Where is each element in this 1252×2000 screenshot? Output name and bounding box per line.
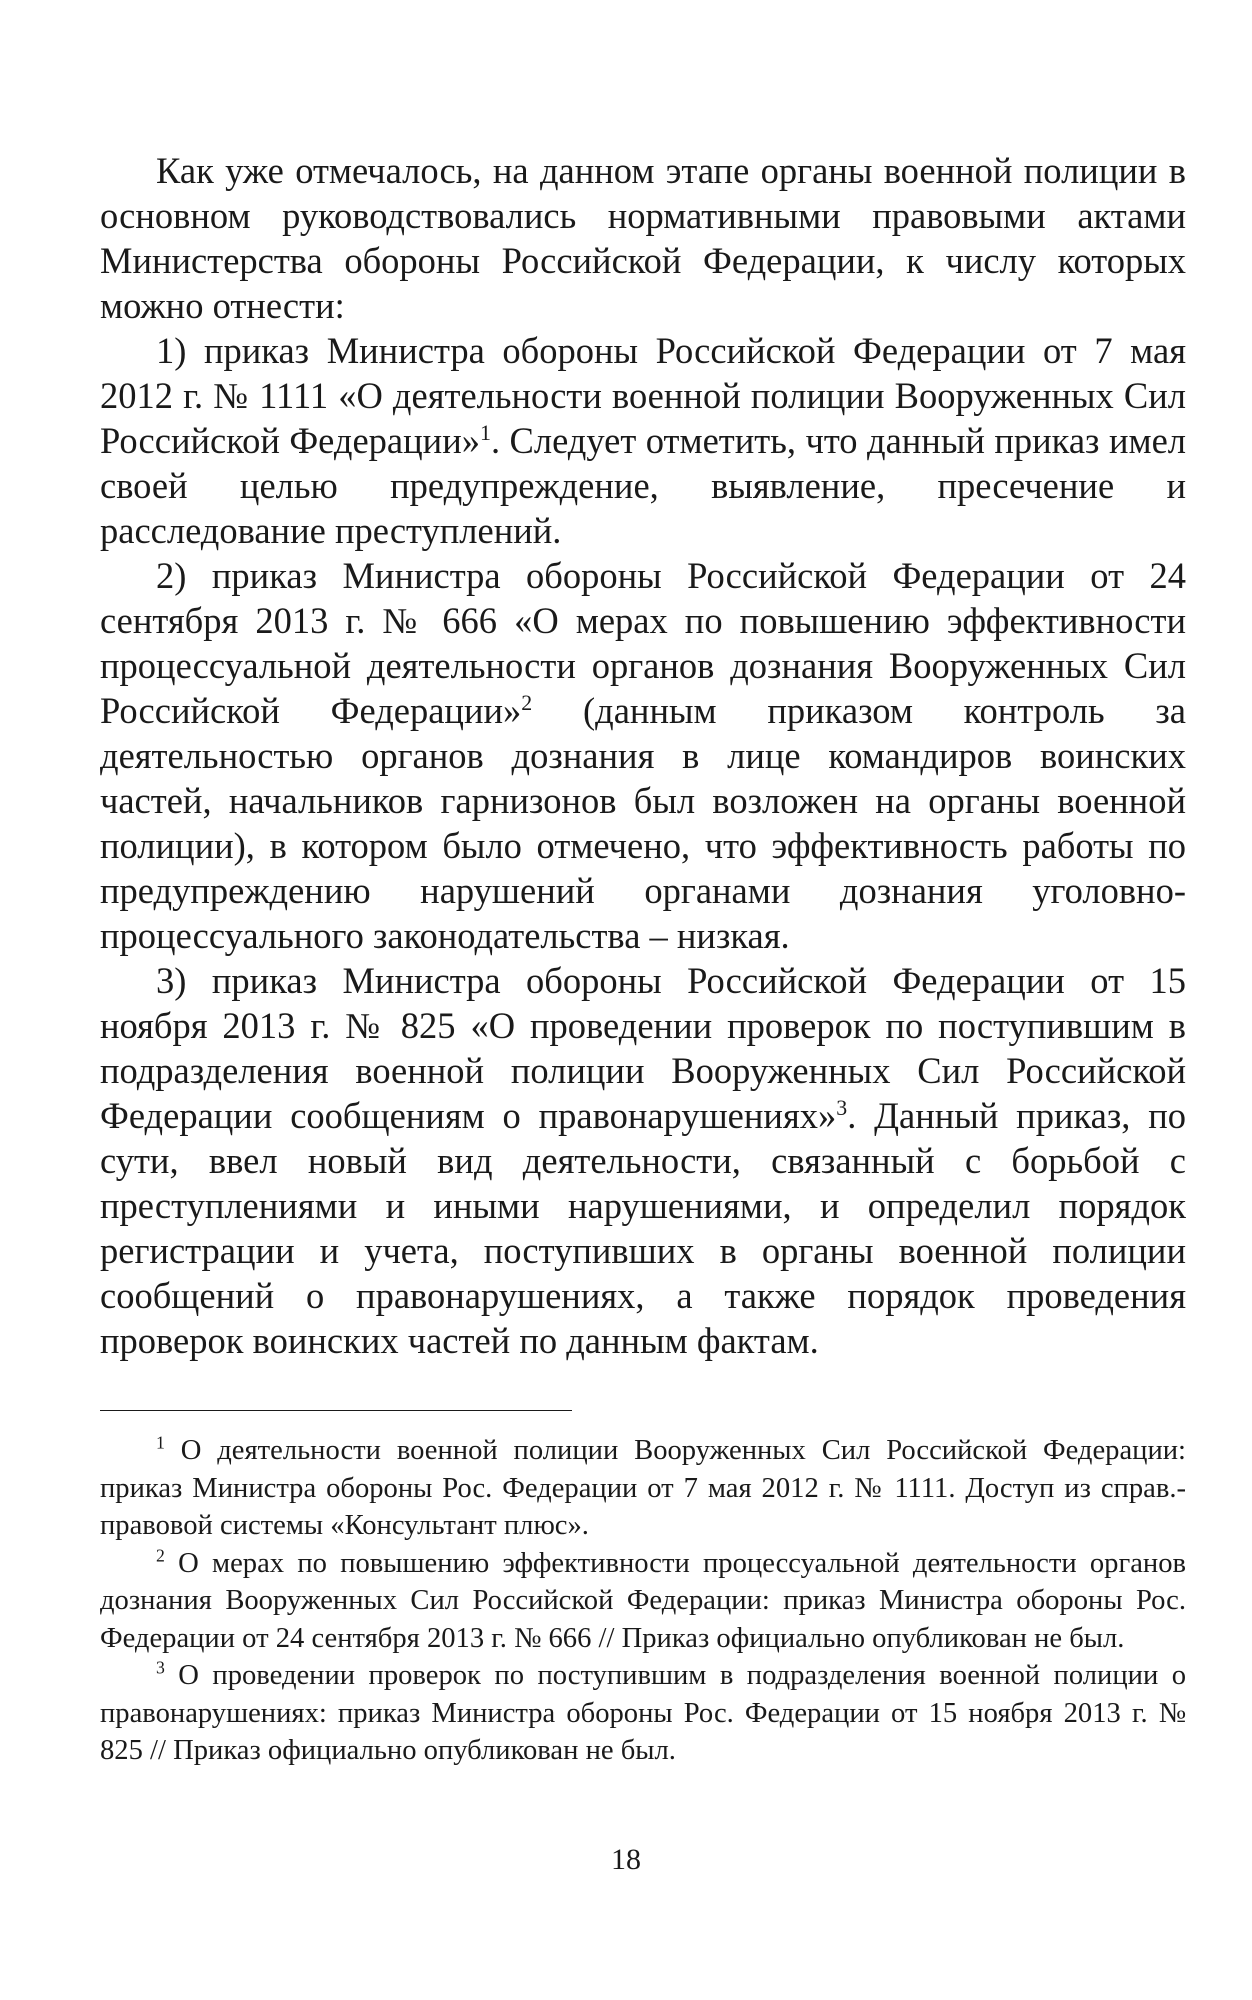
paragraph-item-1 bbox=[100, 328, 1186, 553]
footnote-text: О деятельности военной полиции Вооруженных Сил Российской Федерации: приказ Министра обороны Рос. Федерации от 7 мая 2012 г. № 1111. Доступ из справ.-правовой системы «Консультант плюс». bbox=[100, 1435, 1186, 1541]
footnote-3 bbox=[100, 1657, 1186, 1770]
footnote-ref-1: 1 bbox=[479, 419, 491, 445]
paragraph-tail: . Данный приказ, по сути, ввел новый вид деятельности, связанный с борьбой с преступлениями и иными нарушениями, и определил порядок регистрации и учета, поступивших в органы военной полиции сообщений о правонарушениях, а также порядок проведения проверок воинских частей по данным фактам. bbox=[100, 1095, 1186, 1361]
footnote-number-2: 2 bbox=[156, 1544, 165, 1565]
paragraph-tail: (данным приказом контроль за деятельностью органов дознания в лице командиров воинских частей, начальников гарнизонов был возложен на органы военной полиции), в котором было отмечено, что эффективность работы по предупреждению нарушений органами дознания уголовно-процессуального законодательства – низкая. bbox=[100, 690, 1186, 956]
paragraph-item-2 bbox=[100, 553, 1186, 958]
paragraph-item-3 bbox=[100, 958, 1186, 1363]
page-number: 18 bbox=[611, 1843, 641, 1876]
footnote-ref-2: 2 bbox=[521, 689, 533, 715]
footnote-text: О проведении проверок по поступившим в подразделения военной полиции о правонарушениях: приказ Министра обороны Рос. Федерации от 15 ноября 2013 г. № 825 // Приказ официально опубликован не был. bbox=[100, 1660, 1186, 1766]
paragraph-text: 3) приказ Министра обороны Российской Федерации от 15 ноября 2013 г. № 825 «О проведении проверок по поступившим в подразделения военной полиции Вооруженных Сил Российской Федерации сообщениям о правонарушениях» bbox=[100, 960, 1186, 1136]
main-text bbox=[100, 148, 1186, 1363]
footnote-ref-3: 3 bbox=[836, 1094, 848, 1120]
footnote-number-1: 1 bbox=[156, 1432, 165, 1453]
footnote-text: О мерах по повышению эффективности процессуальной деятельности органов дознания Вооруженных Сил Российской Федерации: приказ Министра обороны Рос. Федерации от 24 сентября 2013 г. № 666 // Приказ официально опубликован не был. bbox=[100, 1547, 1186, 1654]
paragraph-text: 2) приказ Министра обороны Российской Федерации от 24 сентября 2013 г. № 666 «О мерах по повышению эффективности процессуальной деятельности органов дознания Вооруженных Сил Российской Федерации» bbox=[100, 555, 1186, 731]
paragraph-intro bbox=[100, 148, 1186, 328]
footnote-2 bbox=[100, 1545, 1186, 1658]
footnote-separator bbox=[100, 1410, 572, 1411]
footnote-number-3: 3 bbox=[156, 1657, 165, 1678]
paragraph-tail: . Следует отметить, что данный приказ имел своей целью предупреждение, выявление, пресечение и расследование преступлений. bbox=[100, 420, 1186, 551]
paragraph-text: Как уже отмечалось, на данном этапе органы военной полиции в основном руководствовались нормативными правовыми актами Министерства обороны Российской Федерации, к числу которых можно отнести: bbox=[100, 150, 1186, 326]
footnote-1 bbox=[100, 1432, 1186, 1545]
page-body bbox=[100, 148, 1186, 1363]
footnotes bbox=[100, 1432, 1186, 1770]
paragraph-text: 1) приказ Министра обороны Российской Федерации от 7 мая 2012 г. № 1111 «О деятельности военной полиции Вооруженных Сил Российской Федерации» bbox=[100, 330, 1186, 461]
